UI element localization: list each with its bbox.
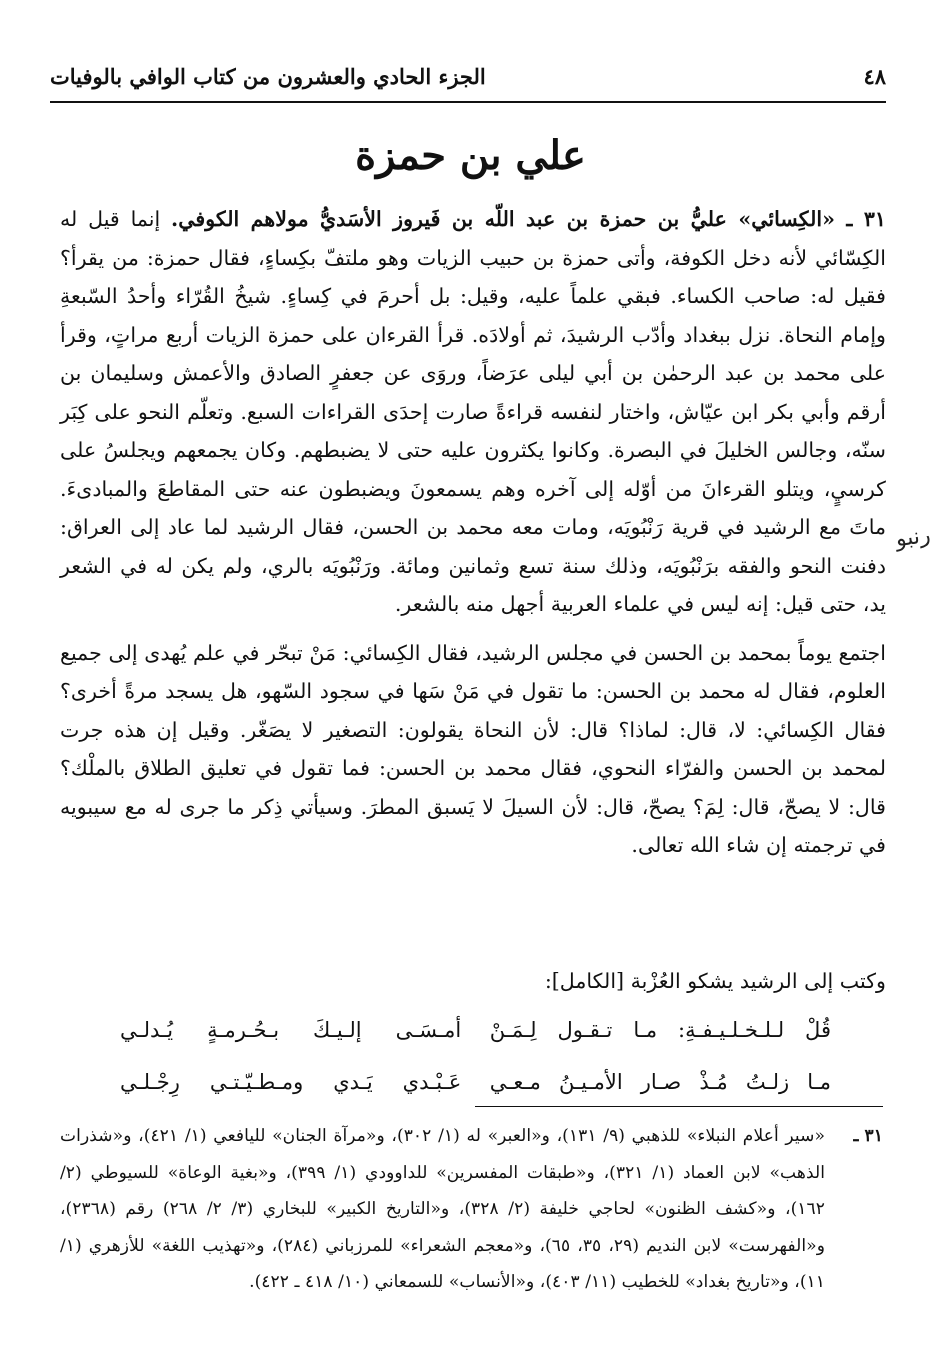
paragraph-1-text: إنما قيل له الكِسّائي لأنه دخل الكوفة، وأتى حمزة بن حبيب الزيات وهو ملتفّ بكِساءٍ، فقال حمزة: من يقرأ؟ فقيل له: صاحب الكساء. فبقي علماً عليه، وقيل: بل أحرمَ في كِساءٍ. شيخُ القُرّاء وأحدُ السّبعةِ وإمام النحاة. نزل ببغداد وأدّب الرشيدَ، ثم أولادَه. قرأ القرءان على حمزة الزيات أربع مراتٍ، وقرأ على محمد بن عبد الرحمٰن بن أبي ليلى عرَضاً، وروَى عن جعفرٍ الصادق والأعمش وسليمان بن أرقم وأبي بكر ابن عيّاش، واختار لنفسه قراءةً صارت إحدَى القراءات السبع. وتعلّم النحو على كِبَر سنّه، وجالس الخليلَ في البصرة. وكانوا يكثرون عليه حتى لا يضبطهم. وكان يجمعهم ويجلسُ على كرسيٍ، ويتلو القرءانَ من أوّله إلى آخره وهم يسمعونَ ويضبطون عنه حتى المقاطعَ والمبادىءَ. ماتَ مع الرشيد في قرية رَنْبُويَه، ومات معه محمد بن الحسن، فقال الرشيد لما عاد إلى العراق: دفنت النحو والفقه برَنْبُويَه، وذلك سنة تسع وثمانين ومائة. ورَنْبُويَه بالري، ولم يكن له في الشعر يد، حتى قيل: إنه ليس في علماء العربية أجهل منه بالشعر. [60, 207, 886, 616]
footnotes [60, 1118, 883, 1301]
poem-hemistich-first: قُلْ لـلـخـلـيـفـةِ: مـا تـقـول لِـمَـنْ [489, 1018, 831, 1042]
poem [120, 1004, 831, 1108]
poem-line [120, 1056, 831, 1108]
page-header [50, 56, 886, 96]
poem-hemistich-first: مـا زلـتُ مُـذْ صـار الأمـيـنُ مـعـي [489, 1070, 831, 1094]
entry-body [60, 200, 886, 865]
poem-hemistich-second: أمـسَـى إلـيـكَ بـحُـرمـةٍ يُـدلـي [120, 1018, 462, 1042]
paragraph-2: اجتمع يوماً بمحمد بن الحسن في مجلس الرشيد، فقال الكِسائي: مَنْ تبحّر في علم يُهدى إلى جميع العلوم، فقال له محمد بن الحسن: ما تقول في مَنْ سَها في سجود السّهو، هل يسجد مرةً أخرى؟ فقال الكِسائي: لا، قال: لماذا؟ قال: لأن النحاة يقولون: التصغير لا يصَغّر. وقيل إن هذه جرت لمحمد بن الحسن والفرّاء النحوي، فقال محمد بن الحسن: فما تقول في تعليق الطلاق بالملْك؟ قال: لا يصحّ، قال: لِمَ؟ يصحّ، قال: لأن السيلَ لا يَسبق المطرَ. وسيأتي ذِكر ما جرى له مع سيبويه في ترجمته إن شاء الله تعالى. [60, 640, 886, 857]
entry-lead: ٣١ ـ «الكِسائي» عليُّ بن حمزة بن عبد اللّه بن فَيروز الأسَديُّ مولاهم الكوفي. [171, 207, 886, 231]
footnote-number: ٣١ ـ [853, 1126, 883, 1146]
poem-intro: وكتب إلى الرشيد يشكو العُزْبة [الكامل]: [544, 969, 886, 993]
handwritten-margin-note: رنبو [894, 522, 932, 553]
entry-title: علي بن حمزة [355, 132, 586, 179]
paragraph-1 [60, 200, 886, 624]
page-number: ٤٨ [863, 63, 886, 89]
footnote-text: «سير أعلام النبلاء» للذهبي (٩/ ١٣١)، و«العبر» له (١/ ٣٠٢)، و«مرآة الجنان» لليافعي (١/ ٤٢١)، و«شذرات الذهب» لابن العماد (١/ ٣٢١)، و«طبقات المفسرين» للداوودي (١/ ٣٩٩)، و«بغية الوعاة» للسيوطي (٢/ ١٦٢)، و«كشف الظنون» لحاجي خليفة (٢/ ٣٢٨)، و«التاريخ الكبير» للبخاري (٣/ ٢/ ٢٦٨) رقم (٢٣٦٨)، و«الفهرست» لابن النديم (٢٩، ٣٥، ٦٥)، و«معجم الشعراء» للمرزباني (٢٨٤)، و«تهذيب اللغة» للأزهري (١/ ١١)، و«تاريخ بغداد» للخطيب (١١/ ٤٠٣)، و«الأنساب» للسمعاني (١٠/ ٤١٨ ـ ٤٢٢). [60, 1126, 826, 1292]
poem-line [120, 1004, 831, 1056]
running-title: الجزء الحادي والعشرون من كتاب الوافي بالوفيات [50, 63, 486, 89]
footnote-rule [475, 1106, 883, 1107]
poem-hemistich-second: عَـبْـدي يَـدي ومـطـيّـتـي رِجْـلـي [120, 1070, 462, 1094]
header-rule [50, 101, 886, 103]
